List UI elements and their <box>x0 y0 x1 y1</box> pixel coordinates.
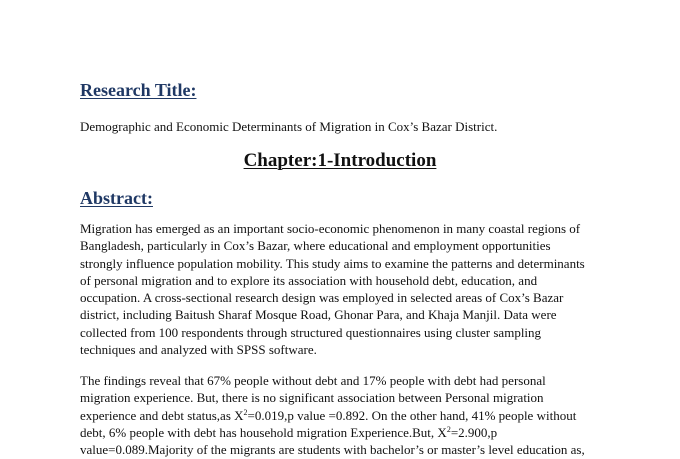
paragraph-line: techniques and analyzed with SPSS software. <box>80 342 317 358</box>
research-title-text: Demographic and Economic Determinants of Migration in Cox’s Bazar District. <box>80 119 498 134</box>
paragraph-line: district, including Baitush Sharaf Mosque Road, Ghonar Para, and Khaja Manjil. Data were <box>80 307 557 323</box>
paragraph-line: Bangladesh, particularly in Cox’s Bazar, where educational and employment opportunities <box>80 238 551 254</box>
line-text: experience and debt status,as X <box>80 407 244 423</box>
line-text: =0.019,p value =0.892. On the other hand, 41% people without <box>247 407 577 423</box>
paragraph-line: value=0.089.Majority of the migrants are students with bachelor’s or master’s level education as, <box>80 442 585 458</box>
paragraph-line: Migration has emerged as an important socio-economic phenomenon in many coastal regions of <box>80 221 581 236</box>
paragraph-line <box>80 424 608 441</box>
line-text: debt, 6% people with debt has household migration Experience.But, X <box>80 424 447 440</box>
superscript: 2 <box>446 424 451 434</box>
paragraph-line: migration experience. But, there is no significant association between Personal migration <box>80 390 544 406</box>
chapter-heading: Chapter:1-Introduction <box>243 150 437 171</box>
paragraph-line: collected from 100 respondents through structured questionnaires using cluster sampling <box>80 324 542 340</box>
paragraph-line: of personal migration and to explore its association with household debt, education, and <box>80 272 538 288</box>
paragraph-line <box>80 407 608 424</box>
paragraph-line: The findings reveal that 67% people without debt and 17% people with debt had personal <box>80 373 546 388</box>
paragraph-line: strongly influence population mobility. This study aims to examine the patterns and determinants <box>80 255 585 271</box>
paragraph-line: occupation. A cross-sectional research design was employed in selected areas of Cox’s Bazar <box>80 290 564 306</box>
abstract-paragraph-1 <box>80 220 608 358</box>
superscript: 2 <box>243 407 248 417</box>
abstract-heading: Abstract: <box>80 188 153 208</box>
abstract-paragraph-2 <box>80 372 608 458</box>
line-text: =2.900,p <box>450 424 498 440</box>
research-title-heading: Research Title: <box>80 80 197 100</box>
